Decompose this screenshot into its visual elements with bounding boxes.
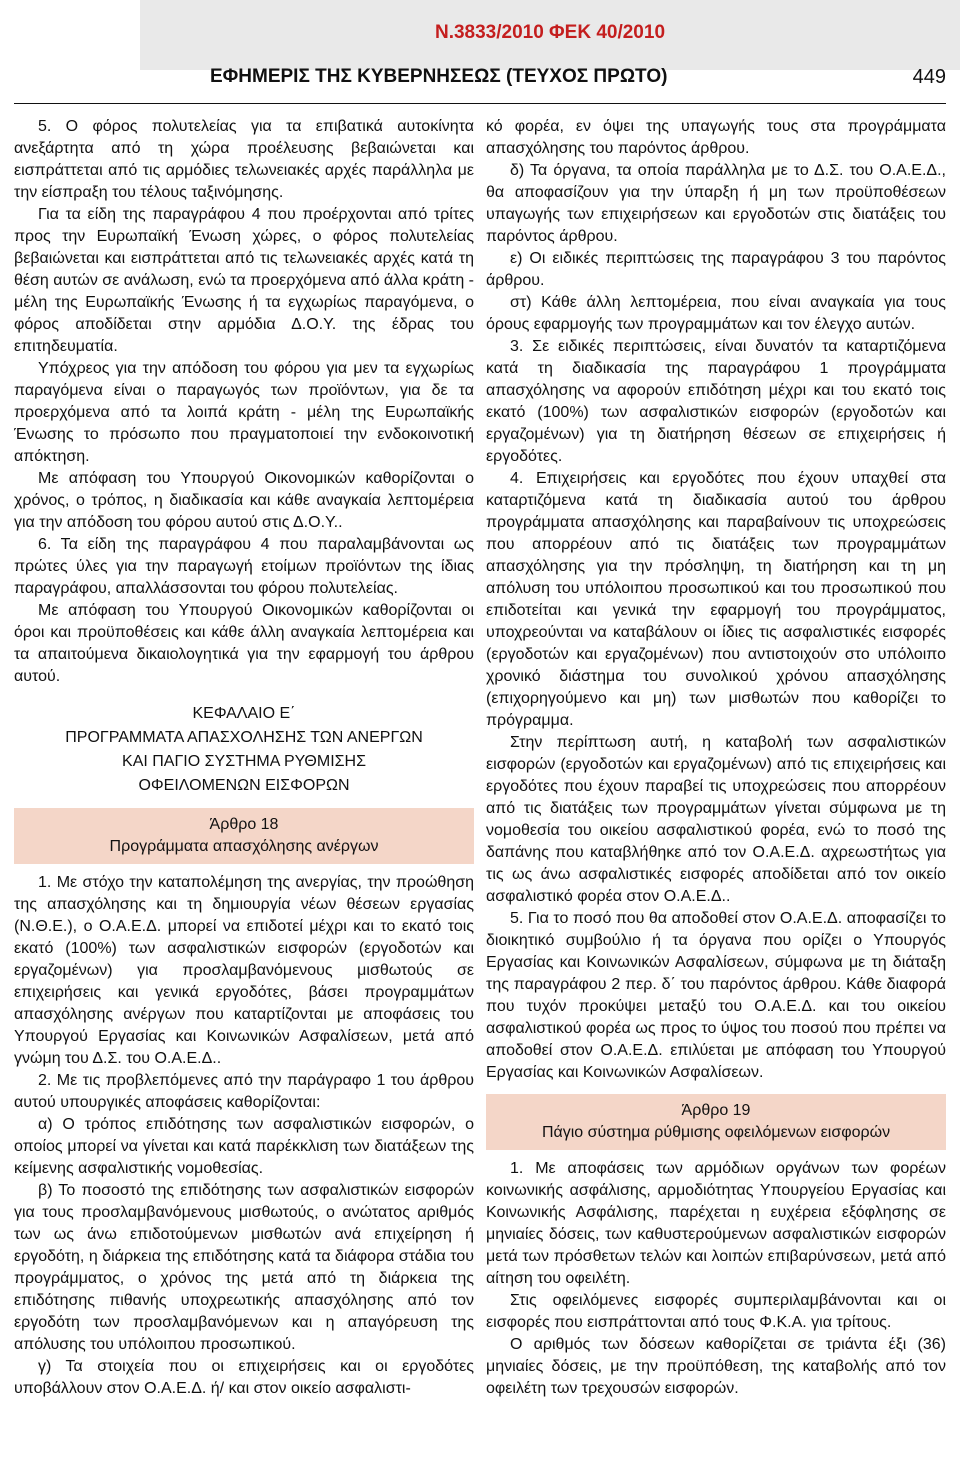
- article-number: Άρθρο 18: [209, 816, 279, 833]
- paragraph: α) Ο τρόπος επιδότησης των ασφαλιστικών εισφορών, ο οποίος μπορεί να γίνεται και κατά παρέκκλιση των διατάξεων της κείμενης ασφαλιστικής νομοθεσίας.: [14, 1116, 474, 1177]
- paragraph: Στην περίπτωση αυτή, η καταβολή των ασφαλιστικών εισφορών (εργοδοτών και εργαζομένων) από τις επιχειρήσεις και εργοδότες που έχουν παραβεί τις υποχρεώσεις που απορρέουν από τις διατάξεις των προγραμμάτων γίνεται σύμφωνα με τη νομοθεσία του οικείου ασφαλιστικού φορέα, ενώ το ποσό της δαπάνης που καταβλήθηκε από τον Ο.Α.Ε.Δ. αχρεωστήτως για τις ως άνω ασφαλιστικές εισφορές αποδίδεται από τον οικείο ασφαλιστικό φορέα στον Ο.Α.Ε.Δ..: [486, 734, 946, 905]
- paragraph: δ) Τα όργανα, τα οποία παράλληλα με το Δ.Σ. του Ο.Α.Ε.Δ., θα αποφασίζουν για την ύπαρξη ή μη των προϋποθέσεων υπαγωγής των επιχειρήσεων και εργοδοτών στις διατάξεις του παρόντος άρθρου.: [486, 162, 946, 245]
- paragraph: Στις οφειλόμενες εισφορές συμπεριλαμβάνονται και οι εισφορές που εισπράττονται από τους Φ.Κ.Α. για τρίτους.: [486, 1292, 946, 1331]
- article-18-heading: [14, 808, 474, 864]
- header-divider: [14, 103, 946, 104]
- article-19-heading: [486, 1094, 946, 1150]
- paragraph: 1. Με στόχο την καταπολέμηση της ανεργίας, την προώθηση της απασχόλησης και τη δημιουργία νέων θέσεων εργασίας (Ν.Θ.Ε.), ο Ο.Α.Ε.Δ. μπορεί να επιδοτεί μέχρι και το εκατό τοις εκατό (100%) των ασφαλιστικών εισφορών (εργοδοτών και εργαζομένων) για προσλαμβανόμενους μισθωτούς σε επιχειρήσεις και γενικά εργοδότες, βάσει προγραμμάτων απασχόλησης ανέργων που καταρτίζονται με αποφάσεις του Υπουργού Εργασίας και Κοινωνικών Ασφαλίσεων, μετά από γνώμη του Δ.Σ. του Ο.Α.Ε.Δ..: [14, 874, 474, 1067]
- chapter-title-line: ΠΡΟΓΡΑΜΜΑΤΑ ΑΠΑΣΧΟΛΗΣΗΣ ΤΩΝ ΑΝΕΡΓΩΝ: [65, 729, 423, 746]
- paragraph: 2. Με τις προβλεπόμενες από την παράγραφο 1 του άρθρου αυτού υπουργικές αποφάσεις καθορίζονται:: [14, 1072, 474, 1111]
- paragraph: 4. Επιχειρήσεις και εργοδότες που έχουν υπαχθεί στα καταρτιζόμενα κατά τη διαδικασία αυτού του άρθρου προγράμματα απασχόλησης και παραβαίνουν τις υποχρεώσεις που απορρέουν από τις διατάξεις των προγραμμάτων απασχόλησης για την πρόσληψη, τη διατήρηση και τη μη απόλυση του υπόλοιπου προσωπικού και του προσωπικού που επιδοτείται και γενικά την εφαρμογή του προγράμματος, υποχρεούνται να καταβάλουν οι ίδιες τις ασφαλιστικές εισφορές (εργοδοτών και εργαζομένων) που αντιστοιχούν στο υπόλοιπο χρονικό διάστημα του συνολικού χρόνου απασχόλησης (επιχορηγούμενο και μη) των μισθωτών που καθορίζει το πρόγραμμα.: [486, 470, 946, 729]
- paragraph: γ) Τα στοιχεία που οι επιχειρήσεις και οι εργοδότες υποβάλλουν στον Ο.Α.Ε.Δ. ή/ και στον οικείο ασφαλιστι-: [14, 1358, 474, 1397]
- paragraph: Υπόχρεος για την απόδοση του φόρου για μεν τα εγχωρίως παραγόμενα είναι ο παραγωγός των προϊόντων, για δε τα προερχόμενα από τα λοιπά κράτη - μέλη της Ευρωπαϊκής Ένωσης το πρόσωπο που πραγματοποιεί την ενδοκοινοτική απόκτηση.: [14, 360, 474, 465]
- right-column: [486, 116, 946, 1400]
- page-number: 449: [912, 66, 946, 88]
- chapter-number: ΚΕΦΑΛΑΙΟ Ε΄: [192, 705, 296, 722]
- chapter-heading: [14, 702, 474, 798]
- paragraph: στ) Κάθε άλλη λεπτομέρεια, που είναι αναγκαία για τους όρους εφαρμογής των προγραμμάτων και τον έλεγχο αυτών.: [486, 294, 946, 333]
- paragraph: ε) Οι ειδικές περιπτώσεις της παραγράφου 3 του παρόντος άρθρου.: [486, 250, 946, 289]
- paragraph: 3. Σε ειδικές περιπτώσεις, είναι δυνατόν τα καταρτιζόμενα κατά τη διαδικασία της παραγράφου 1 προγράμματα απασχόλησης να αφορούν επιδότηση μέχρι και του εκατό τοις εκατό (100%) των ασφαλιστικών εισφορών (εργοδοτών και εργαζομένων) για τη διατήρηση θέσεων σε επιχειρήσεις ή εργοδότες.: [486, 338, 946, 465]
- paragraph: 5. Για το ποσό που θα αποδοθεί στον Ο.Α.Ε.Δ. αποφασίζει το διοικητικό συμβούλιο ή τα όργανα που ορίζει ο Υπουργός Εργασίας και Κοινωνικών Ασφαλίσεων, σύμφωνα με τη διάταξη της παραγράφου 2 περ. δ΄ του παρόντος άρθρου. Κάθε διαφορά που τυχόν προκύψει μεταξύ του Ο.Α.Ε.Δ. και του οικείου ασφαλιστικού φορέα ως προς το ύψος του ποσού που πρέπει να αποδοθεί στον Ο.Α.Ε.Δ. επιλύεται με απόφαση του Υπουργού Εργασίας και Κοινωνικών Ασφαλίσεων.: [486, 910, 946, 1081]
- article-title: Προγράμματα απασχόλησης ανέργων: [109, 838, 379, 855]
- paragraph: Με απόφαση του Υπουργού Οικονομικών καθορίζονται ο χρόνος, ο τρόπος, η διαδικασία και κάθε αναγκαία λεπτομέρεια για την απόδοση του φόρου αυτού στις Δ.Ο.Υ..: [14, 470, 474, 531]
- chapter-title-line: ΚΑΙ ΠΑΓΙΟ ΣΥΣΤΗΜΑ ΡΥΘΜΙΣΗΣ: [122, 753, 366, 770]
- paragraph: κό φορέα, εν όψει της υπαγωγής τους στα προγράμματα απασχόλησης του παρόντος άρθρου.: [486, 118, 946, 157]
- paragraph: Ο αριθμός των δόσεων καθορίζεται σε τριάντα έξι (36) μηνιαίες δόσεις, με την προϋπόθεση, της καταβολής από τον οφειλέτη των τρεχουσών εισφορών.: [486, 1336, 946, 1397]
- article-title: Πάγιο σύστημα ρύθμισης οφειλόμενων εισφορών: [541, 1124, 891, 1141]
- paragraph: 6. Τα είδη της παραγράφου 4 που παραλαμβάνονται ως πρώτες ύλες για την παραγωγή ετοίμων προϊόντων της ίδιας παραγράφου, απαλλάσσονται του φόρου πολυτελείας.: [14, 536, 474, 597]
- paragraph: Με απόφαση του Υπουργού Οικονομικών καθορίζονται οι όροι και προϋποθέσεις και κάθε άλλη αναγκαία λεπτομέρεια και τα απαιτούμενα δικαιολογητικά για την εφαρμογή του άρθρου αυτού.: [14, 602, 474, 685]
- article-number: Άρθρο 19: [681, 1102, 751, 1119]
- paragraph: Για τα είδη της παραγράφου 4 που προέρχονται από τρίτες προς την Ευρωπαϊκή Ένωση χώρες, ο φόρος πολυτελείας βεβαιώνεται και εισπράττεται από τις τελωνειακές αρχές κατά τη θέση αυτών σε ανάλωση, ενώ τα προερχόμενα από άλλα κράτη - μέλη της Ευρωπαϊκής Ένωσης ή τα εγχωρίως παραγόμενα, ο φόρος αποδίδεται στην αρμόδια Δ.Ο.Υ. της έδρας του επιτηδευματία.: [14, 206, 474, 355]
- paragraph: 1. Με αποφάσεις των αρμόδιων οργάνων των φορέων κοινωνικής ασφάλισης, αρμοδιότητας Υπουργείου Εργασίας και Κοινωνικής Ασφάλισης, παρέχεται η ευχέρεια εξόφλησης σε μηνιαίες δόσεις, των καθυστερούμενων ασφαλιστικών εισφορών μετά των πρόσθετων τελών και λοιπών επιβαρύνσεων, μετά από αίτηση του οφειλέτη.: [486, 1160, 946, 1287]
- chapter-title-line: ΟΦΕΙΛΟΜΕΝΩΝ ΕΙΣΦΟΡΩΝ: [138, 777, 350, 794]
- paragraph: β) Το ποσοστό της επιδότησης των ασφαλιστικών εισφορών για τους προσλαμβανόμενους μισθωτούς, ο ανώτατος αριθμός των ως άνω επιδοτούμενων μισθωτών ανά επιχείρηση ή εργοδότη, η διάρκεια της επιδότησης κατά τα διάφορα στάδια του προγράμματος, ο χρόνος της μετά από τη διάρκεια της επιδότησης πιθανής υποχρεωτικής απασχόλησης από τον εργοδότη των προσλαμβανόμενων και η απαγόρευση της απόλυσης του υπόλοιπου προσωπικού.: [14, 1182, 474, 1353]
- paragraph: 5. Ο φόρος πολυτελείας για τα επιβατικά αυτοκίνητα ανεξάρτητα από τη χώρα προέλευσης βεβαιώνεται και εισπράττεται από τις αρμόδιες τελωνειακές αρχές παράλληλα με την είσπραξη του τέλους ταξινόμησης.: [14, 118, 474, 201]
- gazette-title: ΕΦΗΜΕΡΙΣ ΤΗΣ ΚΥΒΕΡΝΗΣΕΩΣ (ΤΕΥΧΟΣ ΠΡΩΤΟ): [210, 66, 668, 87]
- left-column: [14, 116, 474, 1400]
- law-reference: Ν.3833/2010 ΦΕΚ 40/2010: [434, 22, 666, 43]
